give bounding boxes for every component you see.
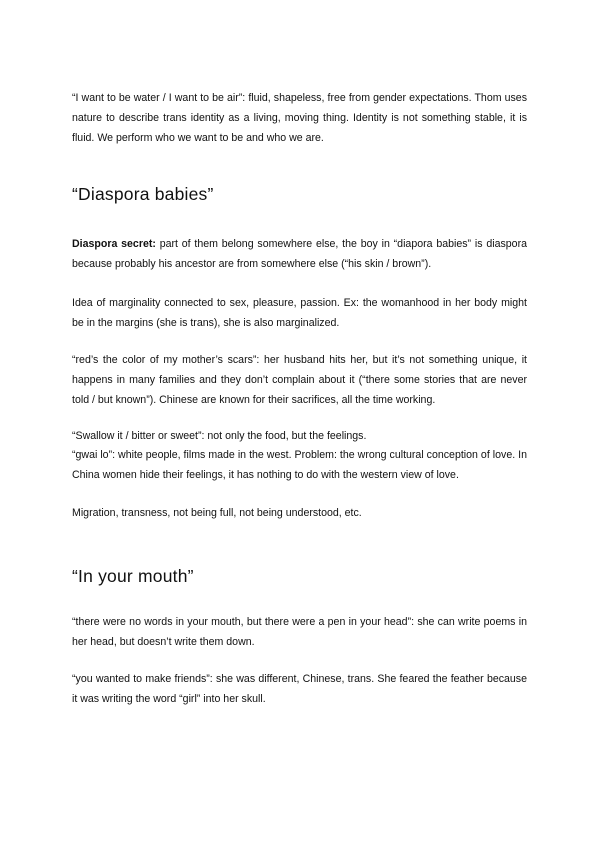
words-paragraph: “there were no words in your mouth, but there were a pen in your head”: she can write poems in her head, but doesn’t write them down. — [72, 616, 527, 648]
section-heading-diaspora-babies — [72, 183, 527, 205]
migration-paragraph: Migration, transness, not being full, not being understood, etc. — [72, 507, 362, 519]
migration-block — [72, 503, 527, 523]
marginality-block — [72, 293, 527, 333]
gwailo-paragraph: “gwai lo”: white people, films made in the west. Problem: the wrong cultural conception of love. In China women hide their feelings, it has nothing to do with the western view of love. — [72, 449, 527, 481]
diaspora-secret-text: part of them belong somewhere else, the boy in “diapora babies” is diaspora because probably his ancestor are from somewhere else (“his skin / brown”). — [72, 238, 527, 270]
section-heading: “Diaspora babies” — [72, 184, 214, 204]
diaspora-secret-term: Diaspora secret: — [72, 238, 156, 250]
friends-paragraph: “you wanted to make friends”: she was different, Chinese, trans. She feared the feather because it was writing the word “girl” into her skull. — [72, 673, 527, 705]
section-heading-in-your-mouth — [72, 565, 527, 587]
swallow-paragraph: “Swallow it / bitter or sweet”: not only the food, but the feelings. — [72, 430, 367, 442]
swallow-gwailo-block — [72, 427, 527, 485]
friends-block — [72, 669, 527, 709]
marginality-paragraph: Idea of marginality connected to sex, pleasure, passion. Ex: the womanhood in her body might be in the margins (she is trans), she is also marginalized. — [72, 297, 527, 329]
diaspora-secret-paragraph — [72, 234, 527, 274]
section-heading: “In your mouth” — [72, 566, 194, 586]
words-block — [72, 612, 527, 652]
diaspora-secret-block — [72, 234, 527, 274]
intro-block — [72, 88, 527, 148]
scars-paragraph: “red’s the color of my mother’s scars”: her husband hits her, but it’s not something unique, it happens in many families and they don’t complain about it (“there some stories that are never told / but known”). Chinese are known for their sacrifices, all the time working. — [72, 354, 527, 406]
intro-paragraph: “I want to be water / I want to be air”: fluid, shapeless, free from gender expectations. Thom uses nature to describe trans identity as a living, moving thing. Identity is not something stable, it is fluid. We perform who we want to be and who we are. — [72, 92, 527, 144]
scars-block — [72, 350, 527, 410]
